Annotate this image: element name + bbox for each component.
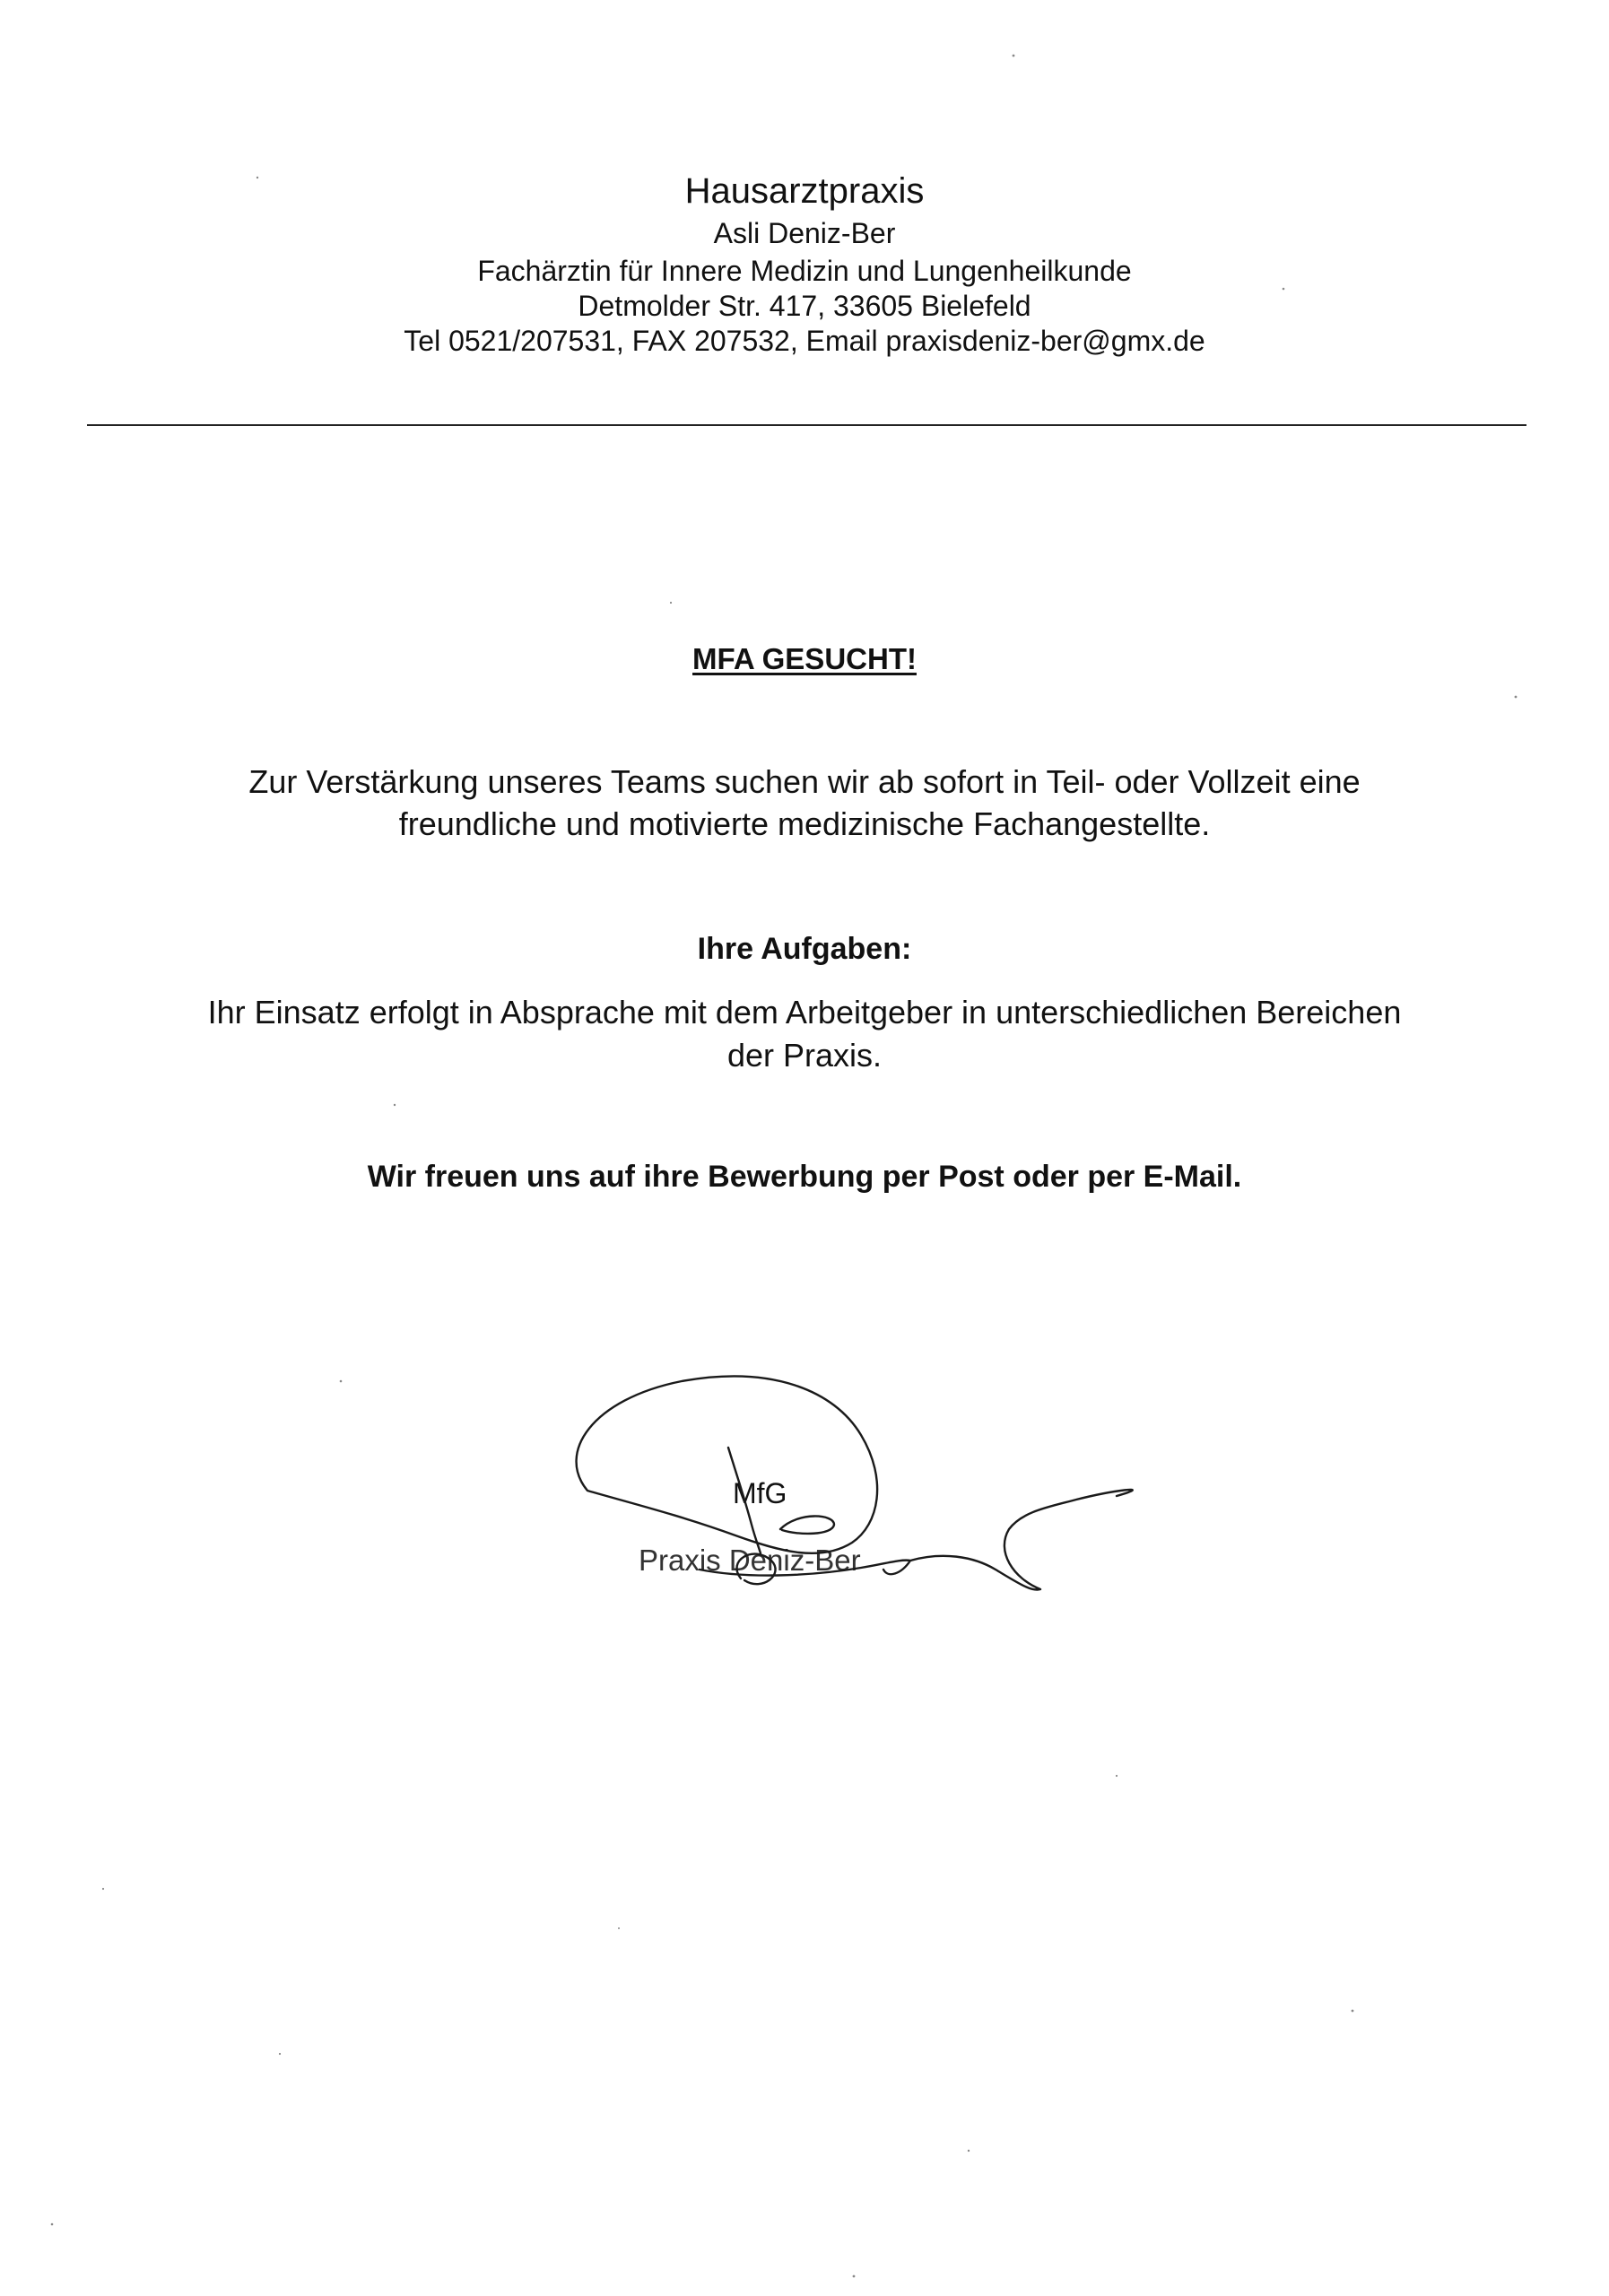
practice-title: Hausarztpraxis (684, 171, 925, 211)
closing-text: Wir freuen uns auf ihre Bewerbung per Post oder per E-Mail. (367, 1160, 1242, 1194)
tasks-text-line-1: Ihr Einsatz erfolgt in Absprache mit dem Arbeitgeber in unterschiedlichen Bereichen (207, 994, 1402, 1031)
intro-text-line-1: Zur Verstärkung unseres Teams suchen wir ab sofort in Teil- oder Vollzeit eine (248, 763, 1361, 800)
practice-contact: Tel 0521/207531, FAX 207532, Email praxisdeniz-ber@gmx.de (404, 325, 1205, 357)
letterhead-divider (87, 424, 1526, 426)
doctor-specialty: Fachärztin für Innere Medizin und Lungenheilkunde (477, 255, 1132, 287)
tasks-heading: Ihre Aufgaben: (697, 932, 912, 966)
signoff-text: Praxis Deniz-Ber (639, 1544, 861, 1577)
tasks-text-line-2: der Praxis. (726, 1037, 883, 1074)
ad-headline: MFA GESUCHT! (692, 642, 917, 675)
doctor-name: Asli Deniz-Ber (713, 217, 896, 249)
greeting-text: MfG (733, 1477, 787, 1509)
practice-address: Detmolder Str. 417, 33605 Bielefeld (578, 290, 1031, 322)
intro-text-line-2: freundliche und motivierte medizinische Fachangestellte. (398, 805, 1211, 842)
